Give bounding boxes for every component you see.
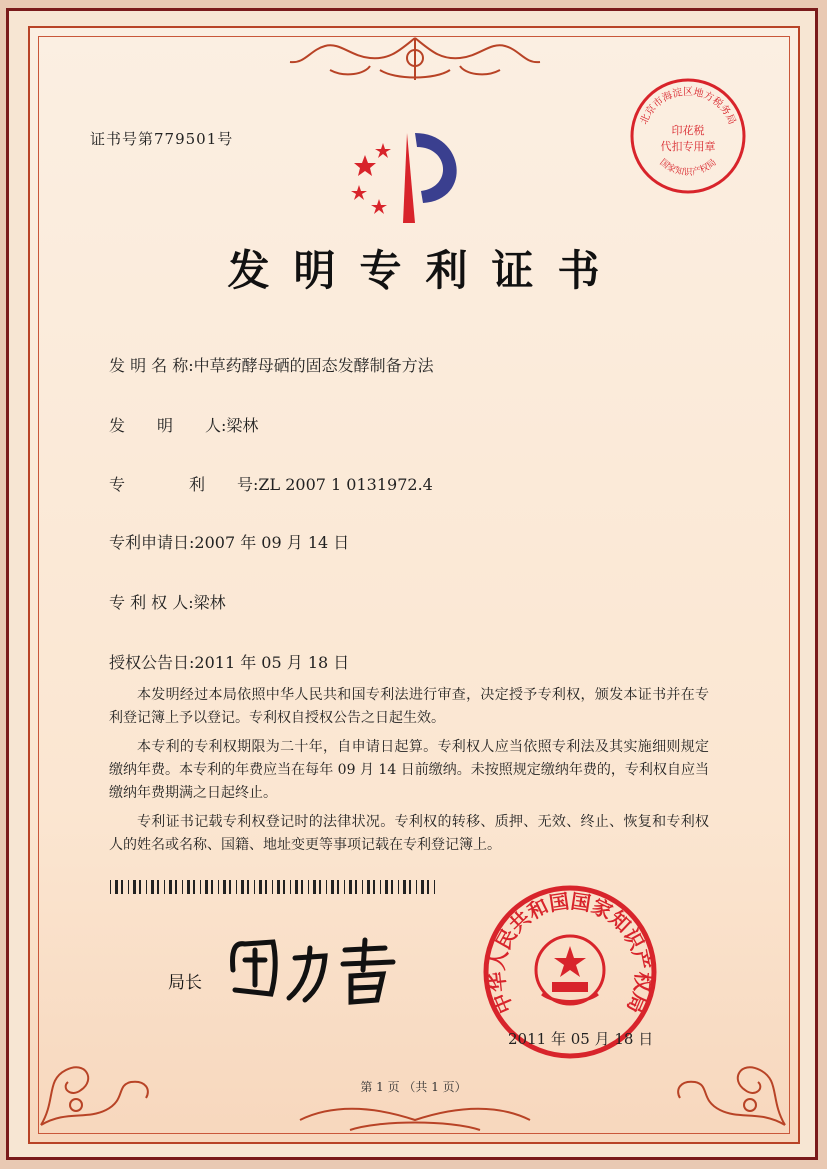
inventor-field: [109, 413, 258, 436]
director-label: 局长: [168, 973, 202, 993]
seal-big-text: 中华人民共和国国家知识产权局: [484, 888, 656, 1018]
body-paragraph: 本发明经过本局依照中华人民共和国专利法进行审查，决定授予专利权，颁发本证书并在专利登记簿上予以登记。专利权自授权公告之日起生效。: [109, 687, 709, 726]
field-label: 专 利 号:: [109, 475, 259, 494]
application-date-field: [109, 530, 349, 553]
field-value: 2011 年 05 月 18 日: [194, 653, 350, 672]
seal-small-text: 北京市海淀区地方税务局: [638, 86, 738, 127]
certificate-body: [109, 684, 709, 857]
field-label: 授权公告日:: [109, 653, 195, 672]
field-label: 专 利 权 人:: [109, 593, 194, 612]
field-value: 中草药酵母硒的固态发酵制备方法: [193, 356, 434, 375]
certificate-title: 发明专利证书: [227, 246, 624, 295]
grant-date-field: [109, 650, 349, 673]
seal-small-line: 代扣专用章: [660, 140, 716, 153]
field-value: 2007 年 09 月 14 日: [194, 533, 350, 552]
seal-small-line: 印花税: [671, 124, 705, 137]
certificate-number: 证书号第779501号: [90, 130, 234, 148]
bottom-center-ornament: [290, 1100, 540, 1136]
patentee-field: [109, 590, 226, 613]
patent-number-field: [109, 472, 433, 495]
seal-small-bottom-text: 国家知识产权局: [657, 157, 719, 178]
barcode: [110, 880, 440, 894]
body-paragraph: 本专利的专利权期限为二十年，自申请日起算。专利权人应当依照专利法及其实施细则规定缴纳年费。本专利的年费应当在每年 09 月 14 日前缴纳。未按照规定缴纳年费的，专利权自应当缴纳年费期满之日起终止。: [109, 739, 709, 801]
field-label: 专利申请日:: [109, 533, 195, 552]
svg-text:国家知识产权局: [657, 157, 718, 178]
local-tax-bureau-seal: [628, 76, 748, 196]
bottom-right-ornament: [660, 1010, 790, 1130]
bottom-left-ornament: [36, 1010, 166, 1130]
invention-name-field: [109, 353, 434, 376]
issue-date: 2011 年 05 月 18 日: [508, 1030, 654, 1048]
top-ornament: [270, 30, 560, 90]
patent-office-logo: [345, 115, 475, 230]
field-value: 梁林: [226, 416, 259, 435]
director-signature: [225, 930, 405, 1010]
field-label: 发 明 人:: [109, 416, 227, 435]
page-footer: 第 1 页 （共 1 页）: [360, 1080, 467, 1094]
field-value: 梁林: [193, 593, 226, 612]
field-value: ZL 2007 1 0131972.4: [258, 475, 433, 494]
field-label: 发 明 名 称:: [109, 356, 194, 375]
body-paragraph: 专利证书记载专利权登记时的法律状况。专利权的转移、质押、无效、终止、恢复和专利权人的姓名或名称、国籍、地址变更等事项记载在专利登记簿上。: [109, 814, 709, 853]
